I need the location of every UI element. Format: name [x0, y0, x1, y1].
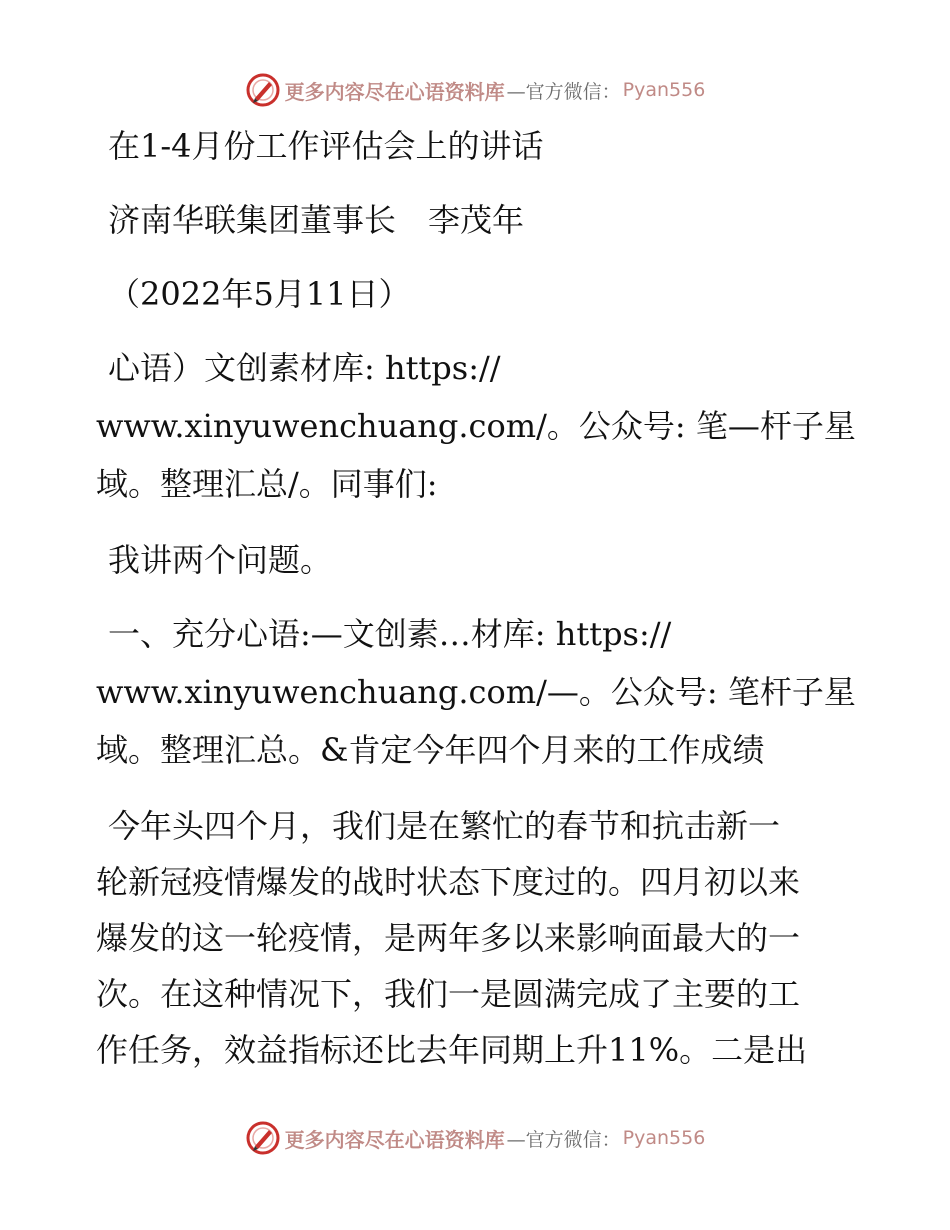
paragraph-line: 作任务，效益指标还比去年同期上升11%。二是出: [96, 1031, 808, 1069]
banner-wechat-id: Pyan556: [622, 1127, 706, 1149]
section-1-heading-line-3: 域。整理汇总。&肯定今年四个月来的工作成绩: [96, 731, 765, 769]
paragraph-line: 次。在这种情况下，我们一是圆满完成了主要的工: [96, 975, 801, 1013]
banner-subtitle: —官方微信：: [506, 80, 621, 103]
pen-logo-icon: [245, 72, 281, 108]
banner-title: 更多内容尽在心语资料库: [284, 1127, 505, 1152]
section-1-heading-line-1: 一、充分心语:—文创素…材库: https://: [108, 615, 672, 653]
paragraph-line: 轮新冠疫情爆发的战时状态下度过的。四月初以来: [96, 863, 801, 901]
footer-banner: [0, 1118, 950, 1158]
document-date: （2022年5月11日）: [108, 275, 411, 313]
source-line-2: www.xinyuwenchuang.com/。公众号: 笔—杆子星: [96, 407, 856, 445]
banner-title: 更多内容尽在心语资料库: [284, 79, 505, 104]
header-banner: [0, 70, 950, 110]
source-line-3: 域。整理汇总/。同事们:: [96, 465, 438, 503]
banner-wechat-id: Pyan556: [622, 79, 706, 101]
section-1-heading-line-2: www.xinyuwenchuang.com/—。公众号: 笔杆子星: [96, 673, 856, 711]
pen-logo-icon: [245, 1120, 281, 1156]
paragraph-line: 今年头四个月，我们是在繁忙的春节和抗击新一: [108, 807, 781, 845]
document-title: 在1-4月份工作评估会上的讲话: [108, 127, 544, 165]
paragraph-line: 爆发的这一轮疫情，是两年多以来影响面最大的一: [96, 919, 801, 957]
banner-subtitle: —官方微信：: [506, 1128, 621, 1151]
source-line-1: 心语）文创素材库: https://: [108, 349, 501, 387]
document-author: 济南华联集团董事长 李茂年: [108, 201, 525, 239]
intro-paragraph: 我讲两个问题。: [108, 541, 333, 579]
